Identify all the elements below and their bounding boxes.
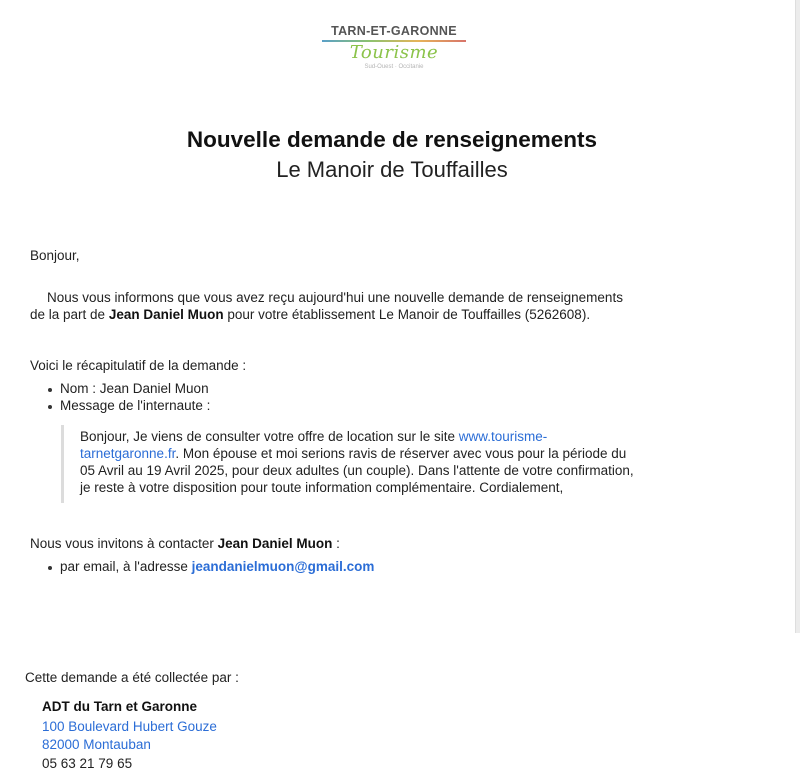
message-line-4: je reste à votre disposition pour toute information complémentaire. Cordialement, xyxy=(80,480,564,495)
summary-item-name: Nom : Jean Daniel Muon xyxy=(60,381,209,396)
logo-tagline: Sud-Ouest · Occitanie xyxy=(364,64,424,70)
contact-heading-suffix: : xyxy=(332,536,340,551)
collected-by-label: Cette demande a été collectée par : xyxy=(25,670,239,685)
intro-line-2 xyxy=(30,306,590,323)
bullet-icon xyxy=(48,388,52,392)
summary-heading: Voici le récapitulatif de la demande : xyxy=(30,358,247,373)
page-title: Nouvelle demande de renseignements xyxy=(186,127,598,152)
message-line-2 xyxy=(80,445,626,462)
message-quote-bar xyxy=(61,425,64,503)
phone-number: 05 63 21 79 65 xyxy=(42,756,133,771)
intro-line-2-suffix: pour votre établissement Le Manoir de Touffailles (5262608). xyxy=(223,307,591,322)
org-name: ADT du Tarn et Garonne xyxy=(42,699,198,714)
tourism-logo xyxy=(322,24,466,71)
contact-heading-prefix: Nous vous invitons à contacter xyxy=(30,536,218,551)
website-link[interactable]: www.tourisme- xyxy=(458,429,548,444)
intro-line-1: Nous vous informons que vous avez reçu aujourd'hui une nouvelle demande de renseignements xyxy=(47,290,623,305)
intro-line-2-prefix: de la part de xyxy=(30,307,109,322)
requester-name: Jean Daniel Muon xyxy=(108,307,224,322)
summary-item-message: Message de l'internaute : xyxy=(60,398,211,413)
message-line-3: 05 Avril au 19 Avril 2025, pour deux adultes (un couple). Dans l'attente de votre confirmation, xyxy=(80,463,634,478)
address-line-1[interactable]: 100 Boulevard Hubert Gouze xyxy=(42,719,217,734)
email-link[interactable]: jeandanielmuon@gmail.com xyxy=(191,559,375,574)
greeting: Bonjour, xyxy=(30,248,80,263)
logo-brand: TARN-ET-GARONNE xyxy=(331,24,457,38)
message-line-2-text: . Mon épouse et moi serions ravis de réserver avec vous pour la période du xyxy=(175,446,627,461)
bullet-icon xyxy=(48,405,52,409)
scrollbar[interactable] xyxy=(795,0,800,633)
address-line-2[interactable]: 82000 Montauban xyxy=(42,737,151,752)
email-prefix: par email, à l'adresse xyxy=(60,559,192,574)
message-line-1-text: Bonjour, Je viens de consulter votre offre de location sur le site xyxy=(80,429,459,444)
website-link-continued[interactable]: tarnetgaronne.fr xyxy=(80,446,176,461)
contact-name: Jean Daniel Muon xyxy=(217,536,333,551)
logo-script: Tourisme xyxy=(349,42,439,63)
message-line-1 xyxy=(80,428,547,445)
contact-email-line xyxy=(60,558,374,575)
bullet-icon xyxy=(48,566,52,570)
page-subtitle: Le Manoir de Touffailles xyxy=(276,157,508,182)
contact-heading xyxy=(30,535,340,552)
